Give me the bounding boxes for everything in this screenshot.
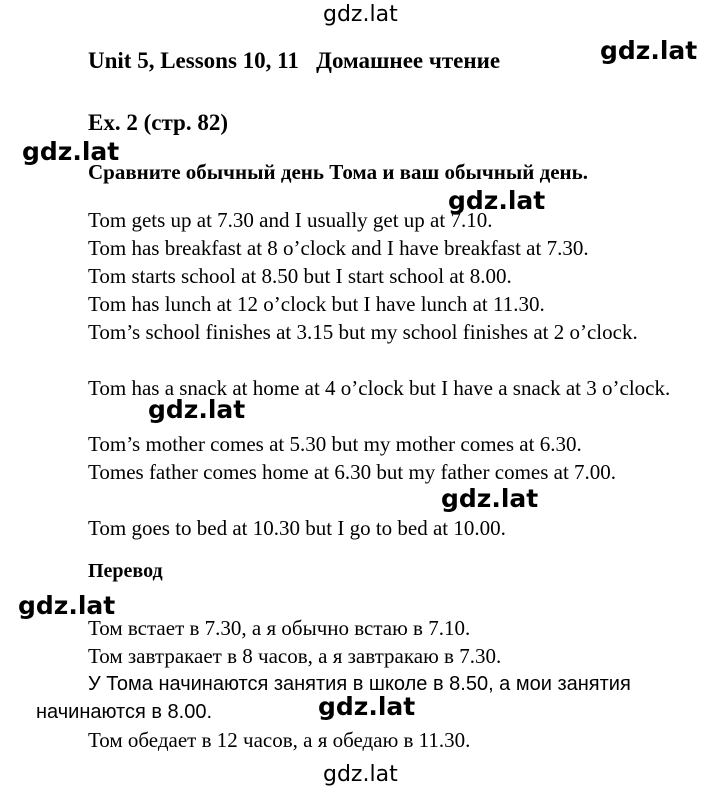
watermark-mid-2: gdz.lat xyxy=(148,395,246,424)
watermark-title-right: gdz.lat xyxy=(600,36,698,65)
translation-line: Том завтракает в 8 часов, а я завтракаю в 7.30. xyxy=(88,644,502,668)
english-line: Tom has a snack at home at 4 o’clock but I have a snack at 3 o’clock. xyxy=(88,376,671,400)
translation-line: У Тома начинаются занятия в школе в 8.50, а мои занятия начинаются в 8.00. xyxy=(36,673,631,723)
english-line: Tom goes to bed at 10.30 but I go to bed at 10.00. xyxy=(88,516,506,540)
watermark-mid-4: gdz.lat xyxy=(318,692,416,721)
translation-heading: Перевод xyxy=(88,560,163,582)
page-title: Unit 5, Lessons 10, 11 Домашнее чтение xyxy=(88,48,501,73)
english-line: Tom gets up at 7.30 and I usually get up at 7.10. xyxy=(88,208,493,232)
task-instruction: Сравните обычный день Тома и ваш обычный день. xyxy=(88,160,588,184)
exercise-label: Ex. 2 (стр. 82) xyxy=(88,110,228,135)
english-line: Tomes father comes home at 6.30 but my father comes at 7.00. xyxy=(88,460,617,484)
watermark-mid-1: gdz.lat xyxy=(448,186,546,215)
english-line: Tom has lunch at 12 o’clock but I have lunch at 11.30. xyxy=(88,292,545,316)
english-line: Tom has breakfast at 8 o’clock and I have breakfast at 7.30. xyxy=(88,236,589,260)
english-line: Tom’s school finishes at 3.15 but my school finishes at 2 o’clock. xyxy=(88,320,638,344)
english-line: Tom’s mother comes at 5.30 but my mother comes at 6.30. xyxy=(88,432,582,456)
watermark-bottom: gdz.lat xyxy=(323,762,398,787)
watermark-top: gdz.lat xyxy=(323,2,398,27)
english-line: Tom starts school at 8.50 but I start school at 8.00. xyxy=(88,264,512,288)
translation-line: Том обедает в 12 часов, а я обедаю в 11.30. xyxy=(88,728,471,752)
translation-line: Том встает в 7.30, а я обычно встаю в 7.10. xyxy=(88,616,471,640)
watermark-left-1: gdz.lat xyxy=(22,137,120,166)
watermark-left-2: gdz.lat xyxy=(18,591,116,620)
watermark-mid-3: gdz.lat xyxy=(441,484,539,513)
